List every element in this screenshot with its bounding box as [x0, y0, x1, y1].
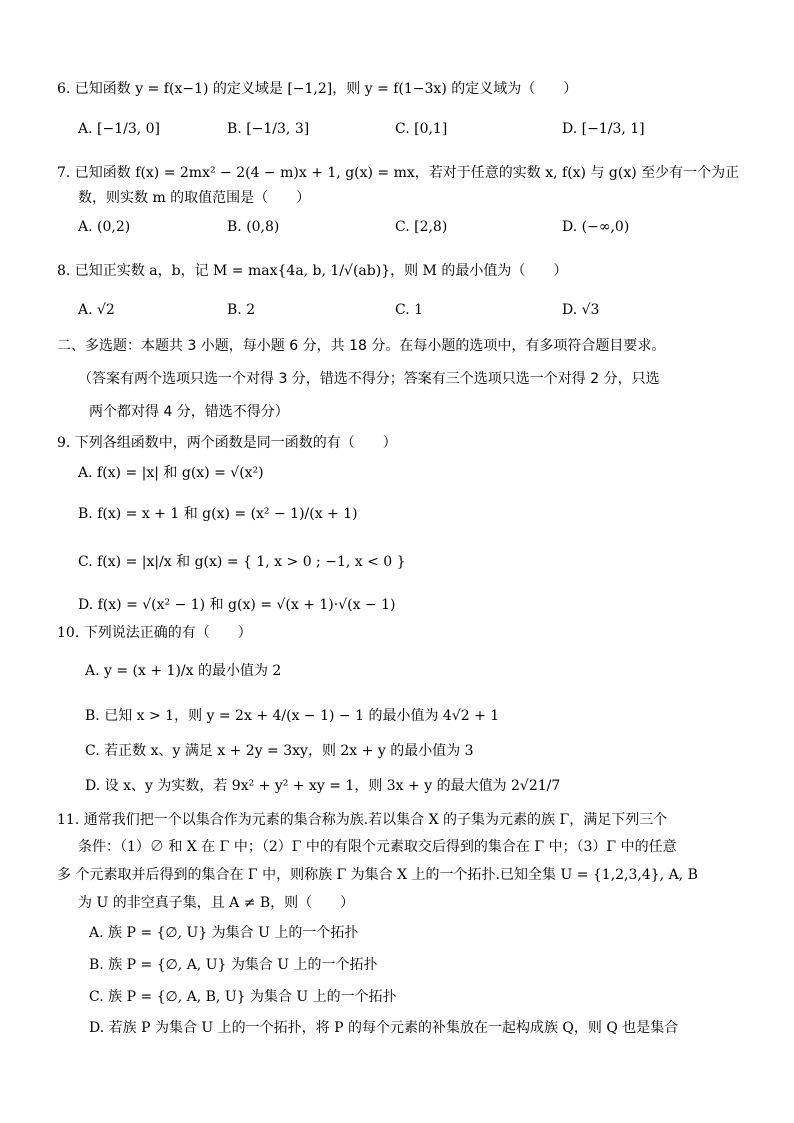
q6-option-d: D. [−1/3, 1] — [562, 121, 645, 137]
q7-option-c: C. [2,8) — [395, 219, 448, 235]
q10-option-b: B. 已知 x > 1，则 y = 2x + 4/(x − 1) − 1 的最小值为 4√2 + 1 — [85, 708, 500, 724]
q10-option-d: D. 设 x、y 为实数，若 9x² + y² + xy = 1，则 3x + y 的最大值为 2√21/7 — [85, 778, 561, 794]
q11-option-a: A. 族 P = {∅, U} 为集合 U 上的一个拓扑 — [89, 925, 359, 941]
q9-option-d: D. f(x) = √(x² − 1) 和 g(x) = √(x + 1)·√(x − 1) — [78, 597, 396, 613]
q11-option-c: C. 族 P = {∅, A, B, U} 为集合 U 上的一个拓扑 — [89, 989, 397, 1005]
q11-stem-line4: 为 U 的非空真子集，且 A ≠ B，则（ ） — [78, 895, 355, 911]
q6-option-b: B. [−1/3, 3] — [227, 121, 310, 137]
section-2-note-line2: 两个都对得 4 分，错选不得分） — [89, 404, 289, 420]
q9-stem: 9. 下列各组函数中，两个函数是同一函数的有（ ） — [57, 435, 397, 451]
q11-option-b: B. 族 P = {∅, A, U} 为集合 U 上的一个拓扑 — [89, 957, 378, 973]
q6-stem: 6. 已知函数 y = f(x−1) 的定义域是 [−1,2]，则 y = f(1−3x) 的定义域为（ ） — [57, 81, 578, 97]
q9-option-b: B. f(x) = x + 1 和 g(x) = (x² − 1)/(x + 1) — [78, 506, 358, 522]
q10-option-a: A. y = (x + 1)/x 的最小值为 2 — [85, 663, 282, 679]
q7-stem-line2: 数，则实数 m 的取值范围是（ ） — [78, 190, 311, 206]
q7-stem-line1: 7. 已知函数 f(x) = 2mx² − 2(4 − m)x + 1, g(x) = mx，若对于任意的实数 x, f(x) 与 g(x) 至少有一个为正 — [57, 165, 740, 181]
q11-stem-line3: 多 个元素取并后得到的集合在 Γ 中，则称族 Γ 为集合 X 上的一个拓扑.已知全集 U = {1,2,3,4}, A, B — [57, 867, 698, 883]
q8-stem: 8. 已知正实数 a，b，记 M = max{4a, b, 1/√(ab)}，则 M 的最小值为（ ） — [57, 263, 568, 279]
q6-option-a: A. [−1/3, 0] — [78, 121, 161, 137]
q7-option-d: D. (−∞,0) — [562, 219, 630, 235]
q8-option-d: D. √3 — [562, 302, 600, 318]
q8-option-c: C. 1 — [395, 302, 424, 318]
q8-option-b: B. 2 — [227, 302, 256, 318]
q10-stem: 10. 下列说法正确的有（ ） — [57, 625, 252, 641]
q8-option-a: A. √2 — [78, 302, 115, 318]
q10-option-c: C. 若正数 x、y 满足 x + 2y = 3xy，则 2x + y 的最小值为 3 — [85, 743, 474, 759]
q11-option-d: D. 若族 P 为集合 U 上的一个拓扑，将 P 的每个元素的补集放在一起构成族 Q，则 Q 也是集合 — [89, 1020, 679, 1036]
q7-option-b: B. (0,8) — [227, 219, 280, 235]
q9-option-c: C. f(x) = |x|/x 和 g(x) = { 1, x > 0 ; −1, x < 0 } — [78, 554, 406, 570]
q7-option-a: A. (0,2) — [78, 219, 131, 235]
section-2-header: 二、多选题：本题共 3 小题，每小题 6 分，共 18 分。在每小题的选项中，有多项符合题目要求。 — [57, 338, 666, 354]
q9-option-a: A. f(x) = |x| 和 g(x) = √(x²) — [78, 465, 264, 481]
section-2-note-line1: （答案有两个选项只选一个对得 3 分，错选不得分；答案有三个选项只选一个对得 2 分，只选 — [78, 371, 660, 387]
q6-option-c: C. [0,1] — [395, 121, 448, 137]
q11-stem-line2: 条件：（1）∅ 和 X 在 Γ 中；（2）Γ 中的有限个元素取交后得到的集合在 Γ 中；（3）Γ 中的任意 — [78, 839, 677, 855]
q11-stem-line1: 11. 通常我们把一个以集合作为元素的集合称为族.若以集合 X 的子集为元素的族 Γ，满足下列三个 — [57, 812, 668, 828]
